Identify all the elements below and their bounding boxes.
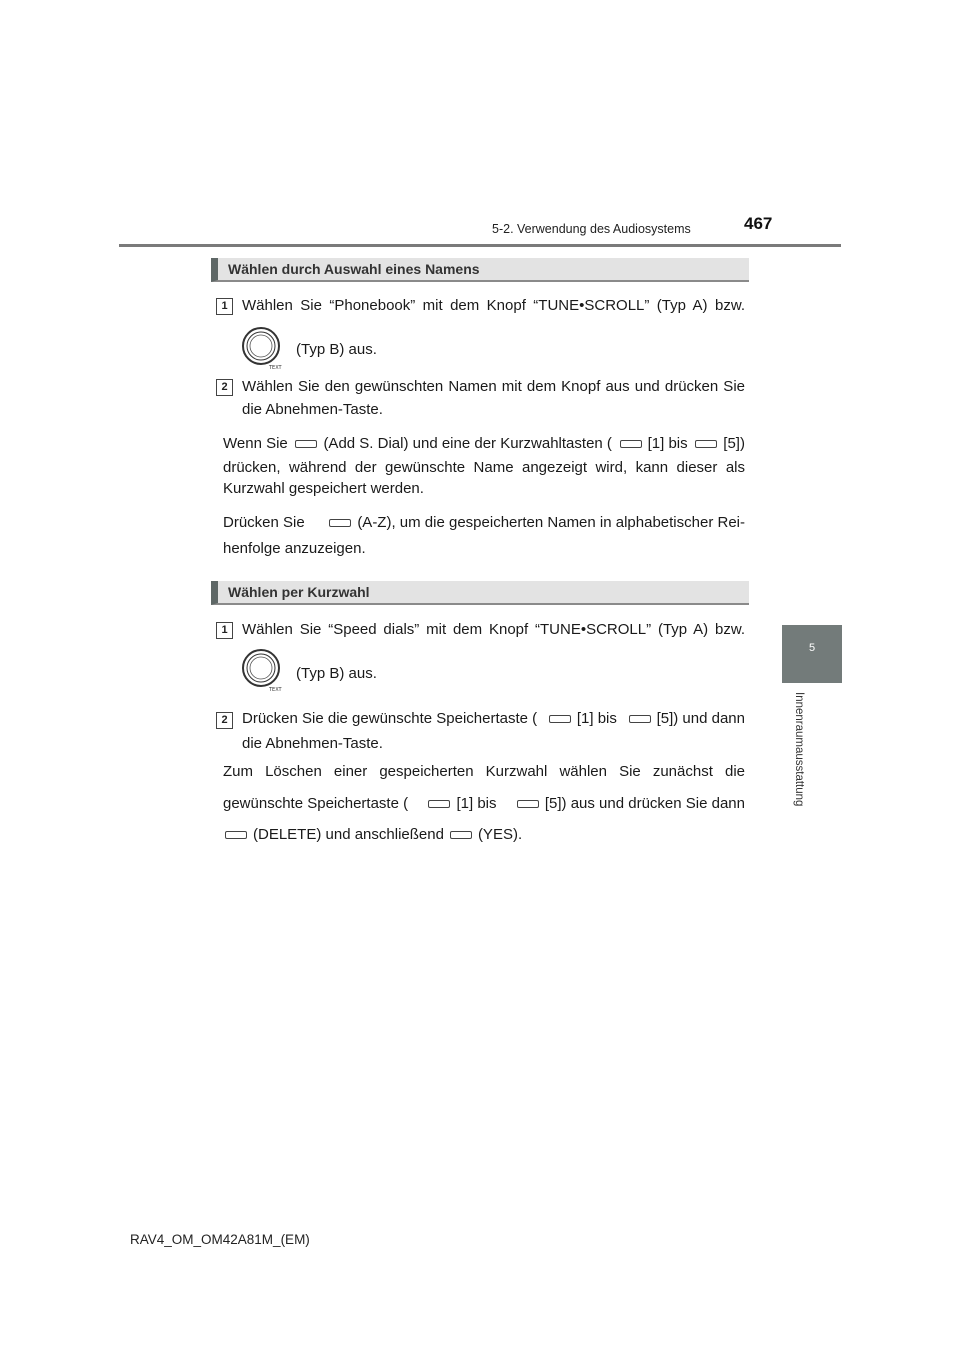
header-divider	[119, 244, 841, 247]
note-line: Drücken Sie (A-Z), um die gespeicherten Namen in alphabetischer Rei-	[223, 514, 745, 531]
svg-text:TEXT: TEXT	[269, 365, 282, 370]
chapter-number: 5	[808, 642, 816, 654]
note-line: Kurzwahl gespeichert werden.	[223, 480, 424, 497]
add-speed-dial-button-icon	[295, 440, 317, 448]
step-text: Wählen Sie den gewünschten Namen mit dem Knopf aus und drücken Sie	[242, 378, 745, 395]
page-number: 467	[744, 214, 773, 233]
note-line: Wenn Sie (Add S. Dial) und eine der Kurzwahltasten ( [1] bis [5])	[223, 435, 745, 452]
step-text: Wählen Sie “Speed dials” mit dem Knopf “TUNE•SCROLL” (Typ A) bzw.	[242, 621, 745, 638]
step-number: 2	[216, 379, 233, 396]
note-line: drücken, während der gewünschte Name angezeigt wird, kann dieser als	[223, 459, 745, 476]
chapter-tab	[782, 625, 842, 683]
preset-button-icon	[517, 800, 539, 808]
note-line: gewünschte Speichertaste ( [1] bis [5]) aus und drücken Sie dann	[223, 795, 745, 812]
preset-button-icon	[428, 800, 450, 808]
svg-text:TEXT: TEXT	[269, 687, 282, 692]
preset-button-icon	[620, 440, 642, 448]
step-text-cont: (Typ B) aus.	[296, 665, 377, 682]
note-line: Zum Löschen einer gespeicherten Kurzwahl wählen Sie zunächst die	[223, 763, 745, 780]
step-number: 1	[216, 298, 233, 315]
document-code: RAV4_OM_OM42A81M_(EM)	[130, 1232, 310, 1247]
tune-scroll-knob-icon	[241, 648, 283, 692]
step-text-cont: (Typ B) aus.	[296, 341, 377, 358]
section-heading-name-select: Wählen durch Auswahl eines Namens	[211, 258, 749, 282]
chapter-label: Innenraumausstattung	[793, 692, 805, 807]
note-line: henfolge anzuzeigen.	[223, 540, 366, 557]
step-text: Wählen Sie “Phonebook” mit dem Knopf “TUNE•SCROLL” (Typ A) bzw.	[242, 297, 745, 314]
preset-button-icon	[695, 440, 717, 448]
preset-button-icon	[549, 715, 571, 723]
running-header: 5-2. Verwendung des Audiosystems	[492, 222, 691, 236]
delete-button-icon	[225, 831, 247, 839]
preset-button-icon	[629, 715, 651, 723]
step-text-cont: die Abnehmen-Taste.	[242, 735, 383, 752]
step-number: 2	[216, 712, 233, 729]
section-heading-speed-dial: Wählen per Kurzwahl	[211, 581, 749, 605]
step-text-cont: die Abnehmen-Taste.	[242, 401, 383, 418]
a-z-button-icon	[329, 519, 351, 527]
step-text: Drücken Sie die gewünschte Speichertaste ( [1] bis [5]) und dann	[242, 710, 745, 727]
note-line: (DELETE) und anschließend (YES).	[223, 823, 522, 847]
tune-scroll-knob-icon	[241, 326, 283, 370]
yes-button-icon	[450, 831, 472, 839]
step-number: 1	[216, 622, 233, 639]
